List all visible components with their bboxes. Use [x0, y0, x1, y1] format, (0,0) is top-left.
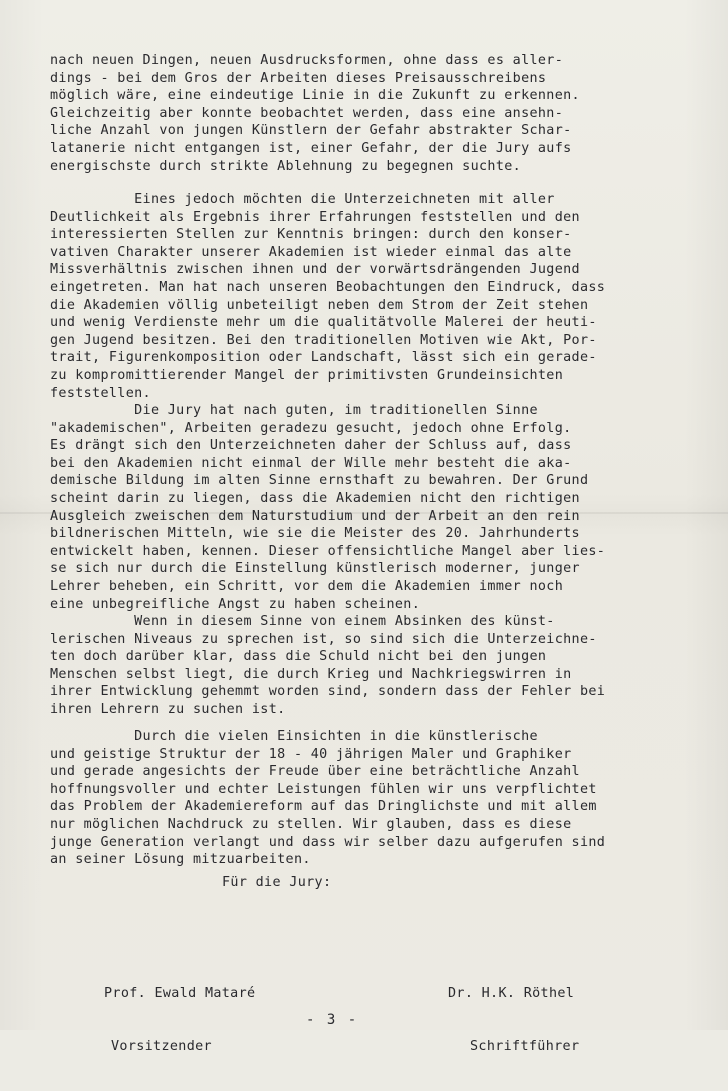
text-line: Durch die vielen Einsichten in die künstlerische — [50, 729, 538, 744]
paragraph-2 — [50, 191, 605, 402]
text-line: ten doch darüber klar, dass die Schuld nicht bei den jungen — [50, 649, 547, 665]
closing-line: Für die Jury: — [222, 875, 332, 890]
text-line: entwickelt haben, kennen. Dieser offensichtliche Mangel aber lies- — [50, 543, 606, 559]
text-line: und geistige Struktur der 18 - 40 jährigen Maler und Graphiker — [50, 746, 572, 762]
text-line: bildnerischen Mitteln, wie sie die Meister des 20. Jahrhunderts — [50, 526, 580, 542]
signature-right — [448, 950, 579, 1091]
paragraph-3 — [50, 402, 605, 613]
text-line: "akademischen", Arbeiten geradezu gesucht, jedoch ohne Erfolg. — [50, 420, 572, 436]
paragraph-4 — [50, 613, 605, 719]
text-line: nach neuen Dingen, neuen Ausdrucksformen, ohne dass es aller- — [50, 53, 564, 68]
text-line: ihrer Entwicklung gehemmt worden sind, sondern dass der Fehler bei — [50, 684, 606, 700]
text-line: energischste durch strikte Ablehnung zu begegnen suchte. — [50, 158, 522, 174]
signature-left-name: Prof. Ewald Mataré — [104, 986, 256, 1002]
text-line: hoffnungsvoller und echter Leistungen fühlen wir uns verpflichtet — [50, 781, 597, 797]
signature-left — [104, 950, 255, 1091]
text-line: dings - bei dem Gros der Arbeiten dieses Preisausschreibens — [50, 70, 547, 86]
text-line: bei den Akademien nicht einmal der Wille mehr besteht die aka- — [50, 455, 572, 471]
text-line: Missverhältnis zwischen ihnen und der vorwärtsdrängenden Jugend — [50, 262, 580, 278]
text-line: Menschen selbst liegt, die durch Krieg und Nachkriegswirren in — [50, 666, 572, 682]
text-line: latanerie nicht entgangen ist, einer Gefahr, der die Jury aufs — [50, 140, 572, 156]
text-line: und wenig Verdienste mehr um die qualitätvolle Malerei der heuti- — [50, 315, 597, 331]
text-line: scheint darin zu liegen, dass die Akademien nicht den richtigen — [50, 490, 580, 506]
text-line: möglich wäre, eine eindeutige Linie in die Zukunft zu erkennen. — [50, 88, 580, 104]
text-line: trait, Figurenkomposition oder Landschaft, lässt sich ein gerade- — [50, 350, 597, 366]
text-line: Deutlichkeit als Ergebnis ihrer Erfahrungen feststellen und den — [50, 209, 580, 225]
text-line: eine unbegreifliche Angst zu haben scheinen. — [50, 596, 421, 612]
paragraph-1 — [50, 52, 580, 175]
text-line: ihren Lehrern zu suchen ist. — [50, 701, 286, 717]
text-line: zu kompromittierender Mangel der primitivsten Grundeinsichten — [50, 367, 564, 383]
text-line: an seiner Lösung mitzuarbeiten. — [50, 852, 311, 868]
text-line: Die Jury hat nach guten, im traditionellen Sinne — [50, 403, 538, 418]
text-line: se sich nur durch die Einstellung künstlerisch moderner, junger — [50, 561, 580, 577]
signature-right-name: Dr. H.K. Röthel — [448, 986, 575, 1002]
text-line: nur möglichen Nachdruck zu stellen. Wir glauben, dass es diese — [50, 816, 572, 832]
text-line: Ausgleich zweischen dem Naturstudium und der Arbeit an den rein — [50, 508, 580, 524]
text-line: feststellen. — [50, 385, 151, 401]
text-line: Lehrer beheben, ein Schritt, vor dem die Akademien immer noch — [50, 578, 564, 594]
text-line: demische Bildung im alten Sinne ernsthaft zu bewahren. Der Grund — [50, 473, 589, 489]
text-line: Es drängt sich den Unterzeichneten daher der Schluss auf, dass — [50, 438, 572, 454]
text-line: vativen Charakter unserer Akademien ist wieder einmal das alte — [50, 244, 572, 260]
text-line: gen Jugend besitzen. Bei den traditionellen Motiven wie Akt, Por- — [50, 332, 597, 348]
signature-right-role: Schriftführer — [470, 1038, 580, 1054]
text-line: und gerade angesichts der Freude über eine beträchtliche Anzahl — [50, 764, 580, 780]
text-line: Wenn in diesem Sinne von einem Absinken des künst- — [50, 614, 555, 629]
page-number: - 3 - — [306, 1012, 359, 1028]
text-line: Eines jedoch möchten die Unterzeichneten mit aller — [50, 192, 555, 207]
text-line: die Akademien völlig unbeteiligt neben dem Strom der Zeit stehen — [50, 297, 589, 313]
text-line: interessierten Stellen zur Kenntnis bringen: durch den konser- — [50, 227, 572, 243]
paragraph-5 — [50, 728, 605, 869]
text-line: junge Generation verlangt und dass wir selber dazu aufgerufen sind — [50, 834, 606, 850]
signature-left-role: Vorsitzender — [111, 1038, 212, 1054]
text-line: Gleichzeitig aber konnte beobachtet werden, dass eine ansehn- — [50, 105, 564, 121]
text-line: liche Anzahl von jungen Künstlern der Gefahr abstrakter Schar- — [50, 123, 572, 139]
text-line: lerischen Niveaus zu sprechen ist, so sind sich die Unterzeichne- — [50, 631, 597, 647]
text-line: das Problem der Akademiereform auf das Dringlichste und mit allem — [50, 799, 597, 815]
text-line: eingetreten. Man hat nach unseren Beobachtungen den Eindruck, dass — [50, 279, 606, 295]
